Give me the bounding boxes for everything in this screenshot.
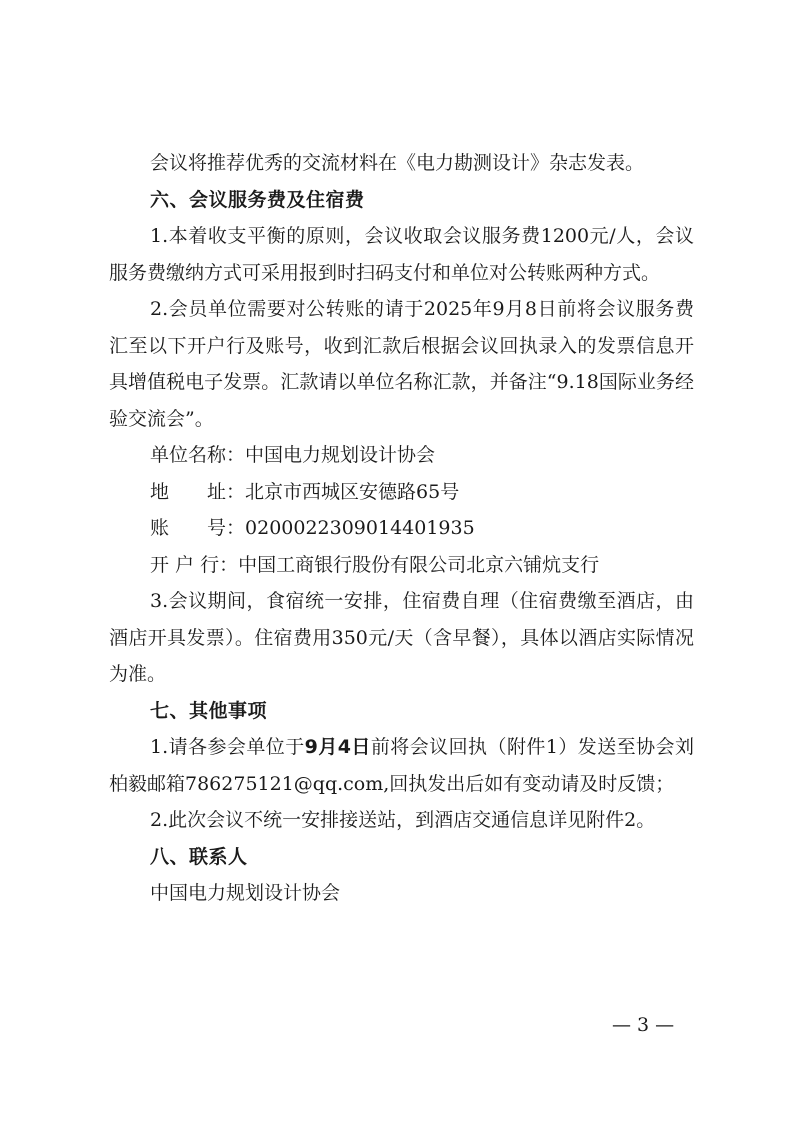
paragraph-service-fee: 1.本着收支平衡的原则，会议收取会议服务费1200元/人，会议服务费缴纳方式可采用报到时扫码支付和单位对公转账两种方式。 — [109, 225, 694, 284]
field-label: 单位名称： — [150, 444, 246, 466]
field-unit-name — [109, 437, 694, 474]
text-run: 前将会议回执（附件1）发送至协会刘柏毅邮箱786275121@qq.com,回执发出后如有变动请及时反馈； — [109, 736, 694, 795]
field-value: 北京市西城区安德路65号 — [245, 480, 460, 503]
section-heading-contact: 八、联系人 — [150, 845, 248, 868]
paragraph-journal-note: 会议将推荐优秀的交流材料在《电力勘测设计》杂志发表。 — [150, 152, 645, 174]
body-text — [109, 145, 694, 912]
field-bank — [109, 547, 694, 584]
paragraph-transfer: 2.会员单位需要对公转账的请于2025年9月8日前将会议服务费汇至以下开户行及账号，收到汇款后根据会议回执录入的发票信息开具增值税电子发票。汇款请以单位名称汇款，并备注“9.18国际业务经验交流会”。 — [109, 298, 694, 430]
contact-organization: 中国电力规划设计协会 — [150, 882, 341, 904]
field-label: 地 址： — [150, 480, 246, 503]
page-number: — 3 — — [612, 1014, 675, 1036]
section-heading-fees: 六、会议服务费及住宿费 — [150, 188, 365, 211]
field-value: 0200022309014401935 — [245, 517, 475, 539]
field-label: 开 户 行： — [150, 553, 239, 576]
paragraph-receipt — [109, 729, 694, 802]
paragraph-accommodation: 3.会议期间，食宿统一安排，住宿费自理（住宿费缴至酒店，由酒店开具发票）。住宿费用350元/天（含早餐），具体以酒店实际情况为准。 — [109, 590, 694, 685]
section-heading-other: 七、其他事项 — [150, 699, 268, 722]
field-account — [109, 510, 694, 547]
paragraph-transport: 2.此次会议不统一安排接送站，到酒店交通信息详见附件2。 — [150, 809, 656, 831]
deadline-date: 9月4日 — [304, 736, 371, 758]
field-label: 账 号： — [150, 517, 246, 539]
text-run: 1.请各参会单位于 — [150, 736, 305, 758]
field-address — [109, 474, 694, 511]
field-value: 中国工商银行股份有限公司北京六铺炕支行 — [238, 553, 600, 576]
field-value: 中国电力规划设计协会 — [245, 444, 436, 466]
